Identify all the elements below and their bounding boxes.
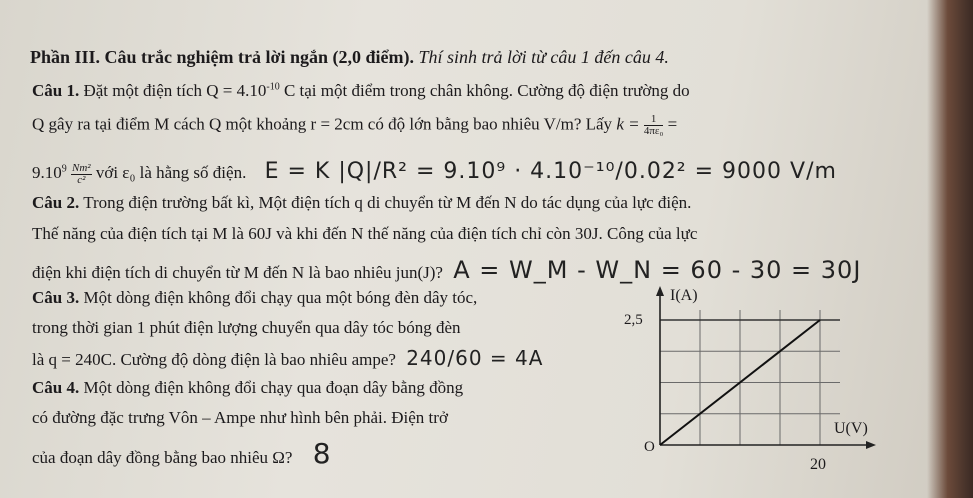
q1-text-c: Q gây ra tại điểm M cách Q một khoảng r = 2cm có độ lớn bằng bao nhiêu V/m? Lấy (32, 114, 613, 134)
q3-handwritten-answer: 240/60 = 4A (406, 346, 544, 370)
q1-unit (71, 163, 92, 186)
q1-label: Câu 1. (32, 81, 80, 100)
q4-text-c: của đoạn dây đồng bằng bao nhiêu Ω? (32, 448, 293, 467)
q3-text-b: trong thời gian 1 phút điện lượng chuyển qua dây tóc bóng đèn (32, 318, 461, 337)
q2-text-b: Thế năng của điện tích tại M là 60J và khi đến N thế năng của điện tích chỉ còn 30J. Công của lực (32, 224, 698, 243)
q1-unit-den: c² (77, 173, 86, 186)
q2-label: Câu 2. (32, 193, 80, 212)
y-axis-label: I(A) (670, 287, 698, 304)
q1-text-d: với ε₀ là hằng số điện. (91, 163, 247, 182)
q4-text-a: Một dòng điện không đổi chạy qua đoạn dây bằng đồng (83, 378, 464, 397)
page-edge-shadow (927, 0, 973, 498)
q1-text-a: Đặt một điện tích Q = 4.10 (83, 81, 267, 100)
q4-line2 (32, 408, 448, 428)
q4-handwritten-answer: 8 (312, 437, 332, 470)
q1-unit-num: Nm² (72, 161, 91, 174)
q3-label: Câu 3. (32, 288, 80, 307)
q1-k-value: 9.10 (32, 163, 62, 182)
q3-line2 (32, 318, 461, 338)
q4-label: Câu 4. (32, 378, 80, 397)
q1-text-b: C tại một điểm trong chân không. Cường độ điện trường do (279, 81, 690, 100)
origin-label: O (644, 439, 655, 455)
q4-line3 (32, 437, 332, 470)
q1-k-exp: 9 (61, 163, 67, 175)
q1-fraction (644, 114, 664, 137)
q1-line1 (32, 81, 690, 101)
q1-handwritten-answer: E = K |Q|/R² = 9.10⁹ · 4.10⁻¹⁰/0.02² = 9000 V/m (264, 159, 837, 184)
q3-text-a: Một dòng điện không đổi chạy qua một bóng đèn dây tóc, (83, 288, 478, 307)
q1-eq: = (663, 114, 678, 134)
q1-k: k = (616, 114, 644, 134)
q2-line1 (32, 193, 691, 213)
x-axis-label: U(V) (834, 420, 868, 437)
y-axis-arrow (656, 286, 664, 296)
q1-exponent: -10 (266, 81, 280, 93)
vi-characteristic-graph (600, 280, 880, 490)
section-instruction: Thí sinh trả lời từ câu 1 đến câu 4. (418, 47, 669, 67)
section-title: Phần III. Câu trắc nghiệm trả lời ngắn (2,0 điểm). (30, 47, 414, 67)
q4-line1 (32, 378, 463, 398)
q3-line3 (32, 346, 543, 370)
q1-frac-den: 4πε₀ (643, 125, 664, 137)
q1-line2 (32, 114, 677, 137)
y-tick-label: 2,5 (624, 312, 643, 328)
q1-frac-num: 1 (644, 114, 664, 126)
q1-line3 (32, 159, 837, 186)
q2-text-a: Trong điện trường bất kì, Một điện tích q di chuyển từ M đến N do tác dụng của lực điện. (83, 193, 692, 212)
q4-text-b: có đường đặc trưng Vôn – Ampe như hình bên phải. Điện trở (32, 408, 448, 427)
q3-text-c: là q = 240C. Cường độ dòng điện là bao nhiêu ampe? (32, 350, 396, 369)
x-tick-label: 20 (810, 456, 826, 473)
q2-text-c: điện khi điện tích di chuyển từ M đến N là bao nhiêu jun(J)? (32, 263, 443, 282)
q2-line2 (32, 224, 697, 244)
q2-handwritten-answer: A = W_M - W_N = 60 - 30 = 30J (453, 256, 862, 284)
section-heading (30, 47, 669, 68)
x-axis-arrow (866, 441, 876, 449)
q3-line1 (32, 288, 477, 308)
